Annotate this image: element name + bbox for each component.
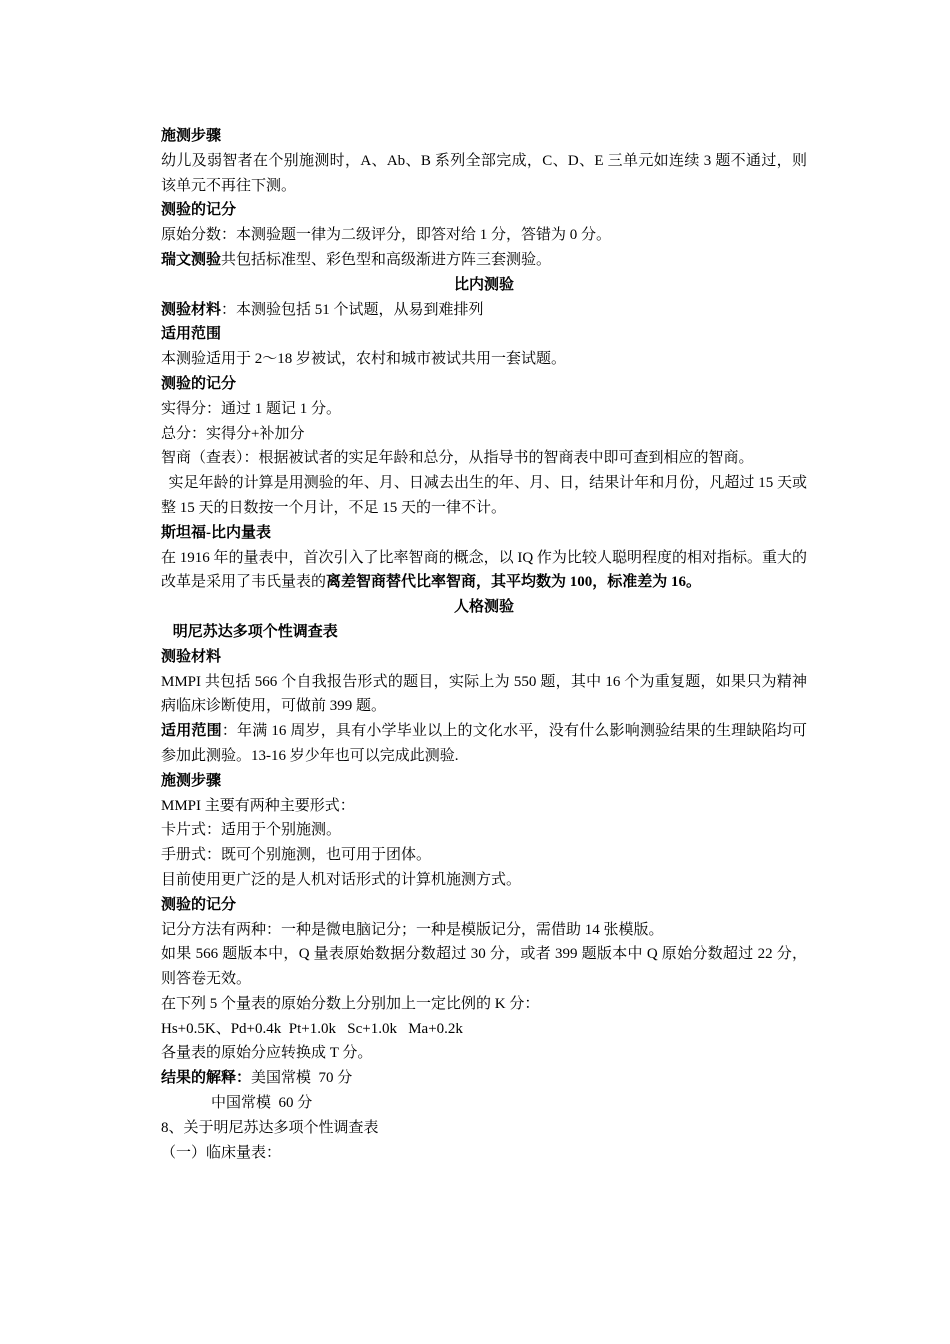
paragraph bbox=[161, 347, 807, 372]
subheading bbox=[161, 521, 807, 546]
paragraph-text: 各量表的原始分应转换成 T 分。 bbox=[161, 1045, 373, 1062]
paragraph-text: ：年满 16 周岁，具有小学毕业以上的文化水平，没有什么影响测验结果的生理缺陷均可参加此测验。13-16 岁少年也可以完成此测验. bbox=[161, 723, 807, 764]
paragraph-text: 如果 566 题版本中，Q 量表原始数据分数超过 30 分，或者 399 题版本中 Q 原始分数超过 22 分，则答卷无效。 bbox=[161, 946, 807, 988]
section-title-text: 比内测验 bbox=[453, 276, 514, 293]
paragraph-text: 智商（查表）：根据被试者的实足年龄和总分，从指导书的智商表中即可查到相应的智商。 bbox=[161, 450, 754, 467]
subheading bbox=[161, 372, 807, 397]
paragraph-text: 实足年龄的计算是用测验的年、月、日减去出生的年、月、日，结果计年和月份，凡超过 15 天或整 15 天的日数按一个月计，不足 15 天的一律不计。 bbox=[161, 475, 807, 516]
subheading bbox=[161, 645, 807, 670]
paragraph bbox=[161, 794, 807, 819]
paragraph-text: 幼儿及弱智者在个别施测时，A、Ab、B 系列全部完成，C、D、E 三单元如连续 3 题不通过，则该单元不再往下测。 bbox=[161, 152, 807, 194]
paragraph-text: 美国常模 70 分 bbox=[251, 1070, 353, 1087]
paragraph bbox=[161, 248, 807, 273]
paragraph bbox=[161, 1091, 807, 1116]
paragraph-text: 记分方法有两种：一种是微电脑记分；一种是模版记分，需借助 14 张模版。 bbox=[161, 921, 664, 938]
subheading bbox=[161, 124, 807, 149]
paragraph-text: 本测验适用于 2～18 岁被试，农村和城市被试共用一套试题。 bbox=[161, 351, 567, 368]
paragraph bbox=[161, 1066, 807, 1091]
paragraph bbox=[161, 223, 807, 248]
paragraph bbox=[161, 1041, 807, 1066]
paragraph bbox=[161, 719, 807, 769]
paragraph-text: MMPI 主要有两种主要形式： bbox=[161, 797, 355, 814]
paragraph-text: 在下列 5 个量表的原始分数上分别加上一定比例的 K 分： bbox=[161, 995, 540, 1012]
paragraph-text: 8、关于明尼苏达多项个性调查表 bbox=[161, 1119, 379, 1136]
paragraph-text: 共包括标准型、彩色型和高级渐进方阵三套测验。 bbox=[221, 251, 552, 268]
subheading-text: 适用范围 bbox=[161, 326, 222, 343]
paragraph bbox=[161, 1017, 807, 1042]
paragraph-text: ：本测验包括 51 个试题，从易到难排列 bbox=[221, 301, 484, 318]
subheading bbox=[161, 322, 807, 347]
paragraph bbox=[161, 149, 807, 199]
paragraph-text: 原始分数：本测验题一律为二级评分，即答对给 1 分，答错为 0 分。 bbox=[161, 227, 612, 244]
paragraph bbox=[161, 1141, 807, 1166]
section-title-text: 人格测验 bbox=[453, 599, 514, 616]
subheading-text: 测验材料 bbox=[161, 648, 222, 665]
subheading-text: 明尼苏达多项个性调查表 bbox=[169, 623, 338, 640]
paragraph-text: 卡片式：适用于个别施测。 bbox=[161, 822, 342, 839]
paragraph-text: 目前使用更广泛的是人机对话形式的计算机施测方式。 bbox=[161, 871, 522, 888]
paragraph bbox=[161, 1116, 807, 1141]
bold-lead: 测验材料 bbox=[161, 301, 222, 318]
subheading-text: 测验的记分 bbox=[161, 375, 237, 392]
paragraph bbox=[161, 471, 807, 521]
paragraph-text: （一）临床量表： bbox=[161, 1144, 282, 1161]
bold-lead: 适用范围 bbox=[161, 723, 222, 740]
subheading bbox=[161, 620, 807, 645]
paragraph bbox=[161, 670, 807, 720]
paragraph bbox=[161, 397, 807, 422]
paragraph bbox=[161, 422, 807, 447]
subheading-text: 测验的记分 bbox=[161, 202, 237, 219]
paragraph bbox=[161, 942, 807, 992]
paragraph-text: 在 1916 年的量表中，首次引入了比率智商的概念，以 IQ 作为比较人聪明程度的相对指标。重大的改革是采用了韦氏量表的 bbox=[161, 549, 807, 591]
paragraph bbox=[161, 446, 807, 471]
subheading-text: 施测步骤 bbox=[161, 128, 222, 144]
bold-lead: 结果的解释： bbox=[161, 1070, 252, 1087]
subheading-text: 测验的记分 bbox=[161, 896, 237, 913]
paragraph-text: 手册式：既可个别施测，也可用于团体。 bbox=[161, 847, 432, 864]
subheading bbox=[161, 198, 807, 223]
bold-emphasis: 离差智商替代比率智商，其平均数为 100，标准差为 16。 bbox=[326, 574, 702, 591]
subheading-text: 斯坦福-比内量表 bbox=[161, 524, 271, 541]
paragraph-text: MMPI 共包括 566 个自我报告形式的题目，实际上为 550 题，其中 16 个为重复题，如果只为精神病临床诊断使用，可做前 399 题。 bbox=[161, 673, 807, 715]
paragraph-text: Hs+0.5K、Pd+0.4k Pt+1.0k Sc+1.0k Ma+0.2k bbox=[161, 1020, 463, 1037]
paragraph-text: 实得分：通过 1 题记 1 分。 bbox=[161, 400, 342, 417]
bold-lead: 瑞文测验 bbox=[161, 251, 222, 268]
paragraph bbox=[161, 868, 807, 893]
paragraph bbox=[161, 298, 807, 323]
section-title bbox=[161, 595, 807, 620]
paragraph bbox=[161, 843, 807, 868]
subheading bbox=[161, 893, 807, 918]
paragraph bbox=[161, 546, 807, 596]
paragraph bbox=[161, 918, 807, 943]
subheading-text: 施测步骤 bbox=[161, 772, 222, 789]
subheading bbox=[161, 769, 807, 794]
paragraph bbox=[161, 818, 807, 843]
paragraph bbox=[161, 992, 807, 1017]
section-title bbox=[161, 273, 807, 298]
paragraph-text: 中国常模 60 分 bbox=[211, 1095, 313, 1112]
paragraph-text: 总分：实得分+补加分 bbox=[161, 425, 305, 442]
document-page bbox=[161, 124, 807, 1165]
